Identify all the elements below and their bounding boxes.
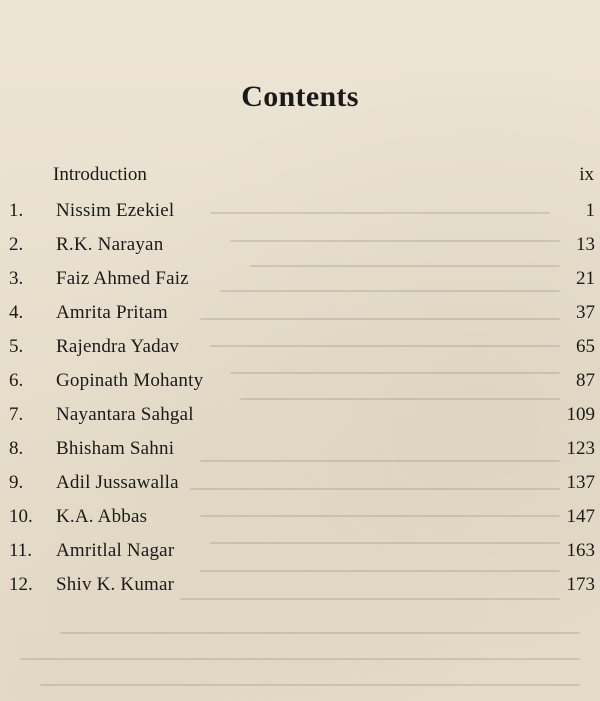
toc-entry-page: 87 — [576, 370, 595, 391]
toc-entry — [0, 540, 600, 570]
toc-entry-page: 147 — [566, 506, 595, 527]
toc-entry — [0, 268, 600, 298]
toc-entry-name: Adil Jussawalla — [56, 472, 179, 493]
bleed-line — [40, 684, 580, 686]
toc-entry-page: 13 — [576, 234, 595, 255]
toc-entry-name: Faiz Ahmed Faiz — [56, 268, 189, 289]
toc-entry-number: 6. — [9, 370, 24, 391]
toc-entry-page: 137 — [566, 472, 595, 493]
toc-entry-name: Bhisham Sahni — [56, 438, 175, 459]
toc-entry-number: 11. — [9, 540, 33, 561]
toc-entry — [0, 302, 600, 332]
toc-entry-page: 37 — [576, 302, 595, 323]
toc-entry-number: 5. — [9, 336, 24, 357]
toc-entry-page: 1 — [585, 200, 595, 221]
toc-entry-number: 8. — [9, 438, 24, 459]
toc-entry-number: 7. — [9, 404, 24, 425]
toc-introduction-page: ix — [579, 164, 594, 185]
toc-entry — [0, 200, 600, 230]
bleed-line — [200, 570, 560, 572]
toc-entry-name: Nissim Ezekiel — [56, 200, 175, 221]
toc-entry — [0, 370, 600, 400]
toc-entry — [0, 234, 600, 264]
toc-entry-page: 123 — [566, 438, 595, 459]
toc-entry-page: 173 — [566, 574, 595, 595]
page-title: Contents — [241, 80, 359, 113]
toc-entry-name: Rajendra Yadav — [56, 336, 180, 357]
toc-introduction-label: Introduction — [53, 164, 147, 185]
toc-entry-page: 21 — [576, 268, 595, 289]
toc-entry-name: Shiv K. Kumar — [56, 574, 175, 595]
toc-entry-name: K.A. Abbas — [56, 506, 148, 527]
toc-entry-page: 109 — [566, 404, 595, 425]
toc-entry — [0, 472, 600, 502]
toc-entry — [0, 574, 600, 604]
toc-entry-page: 163 — [566, 540, 595, 561]
toc-entry — [0, 404, 600, 434]
toc-entry-name: Amritlal Nagar — [56, 540, 175, 561]
toc-entry-number: 10. — [9, 506, 33, 527]
toc-introduction-row — [53, 164, 596, 186]
bleed-line — [20, 658, 580, 660]
toc-entry-page: 65 — [576, 336, 595, 357]
toc-entry-number: 4. — [9, 302, 24, 323]
toc-entry-number: 3. — [9, 268, 24, 289]
toc-entry-number: 12. — [9, 574, 33, 595]
toc-entry-name: R.K. Narayan — [56, 234, 164, 255]
bleed-line — [60, 632, 580, 634]
bleed-line — [250, 265, 560, 267]
toc-entry — [0, 506, 600, 536]
toc-entry — [0, 438, 600, 468]
toc-entry-number: 9. — [9, 472, 24, 493]
toc-entry-name: Gopinath Mohanty — [56, 370, 204, 391]
toc-entry-name: Nayantara Sahgal — [56, 404, 194, 425]
toc-entry — [0, 336, 600, 366]
toc-entry-number: 2. — [9, 234, 24, 255]
toc-entry-name: Amrita Pritam — [56, 302, 168, 323]
toc-entry-number: 1. — [9, 200, 24, 221]
